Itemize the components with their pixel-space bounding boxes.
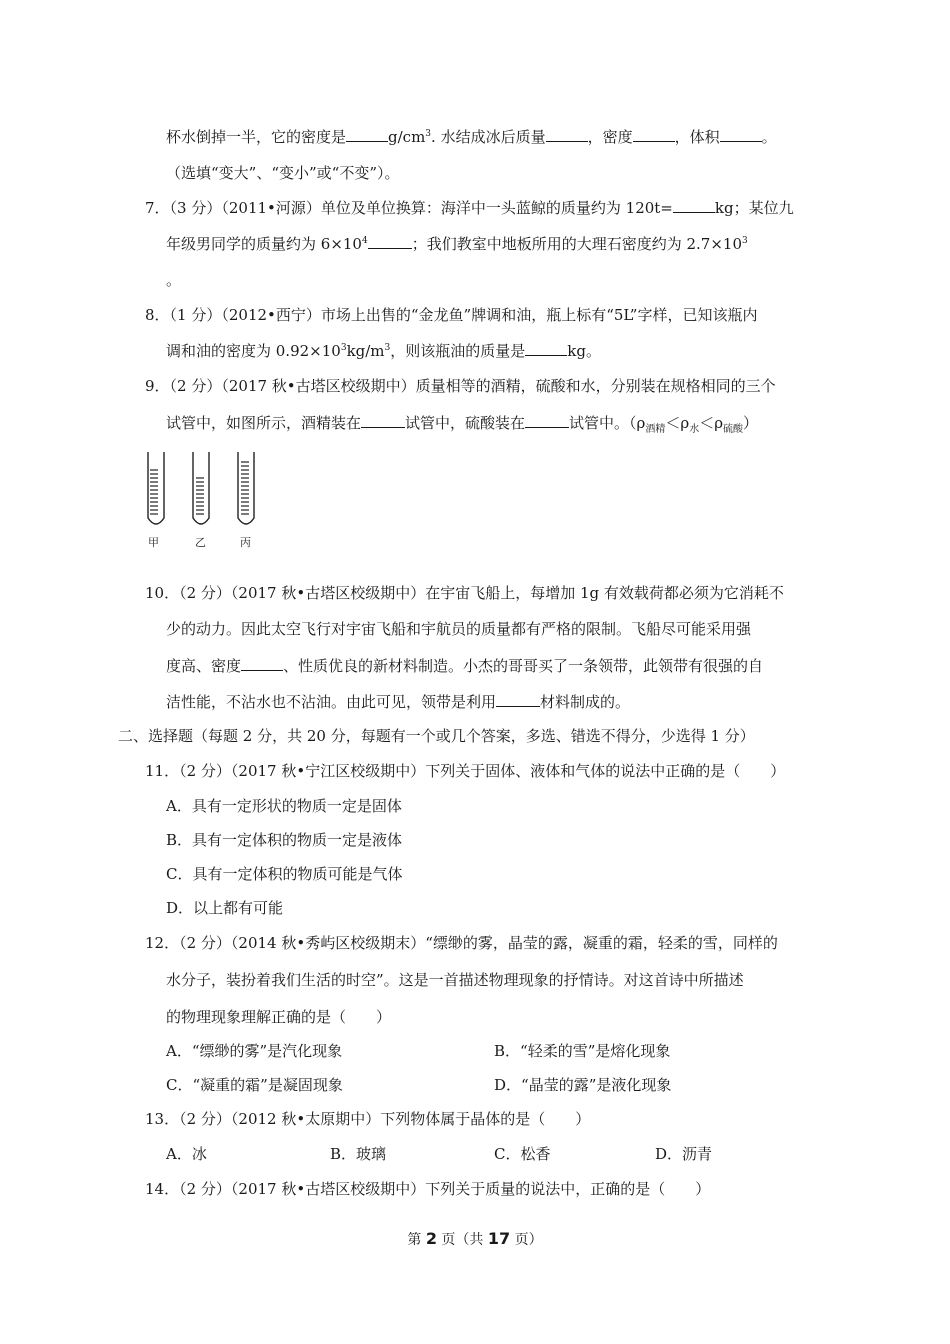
q8-exp-1: 3 <box>340 343 347 353</box>
q7-stem: 7．（3 分）（2011•河源）单位及单位换算：海洋中一头蓝鲸的质量约为 120t= <box>145 199 673 217</box>
q8-line1: 8．（1 分）（2012•西宁）市场上出售的“金龙鱼”牌调和油，瓶上标有“5L”字样，已知该瓶内 <box>145 306 758 324</box>
q12-option-d[interactable]: D．“晶莹的露”是液化现象 <box>494 1076 672 1094</box>
q9-lt-1: ＜ρ <box>665 414 690 432</box>
q10-text-a: 度高、密度 <box>166 657 242 675</box>
q10-line2: 少的动力。因此太空飞行对宇宙飞船和宇航员的质量都有严格的限制。飞船尽可能采用强 <box>166 620 752 638</box>
q13-stem: 13．（2 分）（2012 秋•太原期中）下列物体属于晶体的是（ ） <box>145 1110 591 1128</box>
q10-line3 <box>166 655 763 676</box>
q11-option-a[interactable]: A．具有一定形状的物质一定是固体 <box>166 797 402 815</box>
q9-text-b: 试管中，硫酸装在 <box>405 414 526 432</box>
q8-text-b: kg/m <box>346 342 385 360</box>
footer-prefix: 第 <box>407 1232 426 1248</box>
q8-text-a: 调和油的密度为 0.92×10 <box>166 342 341 360</box>
q12-option-a[interactable]: A．“缥缈的雾”是汽化现象 <box>166 1042 343 1060</box>
q7-line3: 。 <box>166 271 182 289</box>
footer-suffix: 页） <box>510 1232 543 1248</box>
test-tube-jia <box>148 452 164 524</box>
footer-middle: 页（共 <box>436 1232 488 1248</box>
q13-option-b[interactable]: B．玻璃 <box>330 1145 387 1163</box>
section-heading-choice: 二、选择题（每题 2 分，共 20 分，每题有一个或几个答案，多选、错选不得分，少选得 1 分） <box>118 727 755 745</box>
q6-text-a: 杯水倒掉一半，它的密度是 <box>166 128 347 146</box>
q12-option-b[interactable]: B．“轻柔的雪”是熔化现象 <box>494 1042 671 1060</box>
q9-blank-alcohol[interactable] <box>361 412 405 428</box>
footer-total-pages: 17 <box>487 1229 511 1248</box>
q9-lt-2: ＜ρ <box>699 414 724 432</box>
q10-text-d: 材料制成的。 <box>540 693 631 711</box>
q7-text-a: 年级男同学的质量约为 6×10 <box>166 235 362 253</box>
test-tube-bing <box>238 452 254 524</box>
q10-line4 <box>166 691 630 712</box>
q7-line2 <box>166 233 748 254</box>
q7-text-after1: kg；某位九 <box>714 199 794 217</box>
q10-blank-1[interactable] <box>241 655 283 671</box>
q7-blank-1[interactable] <box>673 197 715 213</box>
q13-option-a[interactable]: A．冰 <box>166 1145 207 1163</box>
q10-blank-2[interactable] <box>496 691 540 707</box>
q11-option-b[interactable]: B．具有一定体积的物质一定是液体 <box>166 831 403 849</box>
q11-stem: 11．（2 分）（2017 秋•宁江区校级期中）下列关于固体、液体和气体的说法中正确的是（ ） <box>145 762 786 780</box>
q7-line1 <box>145 197 794 218</box>
test-tubes-figure <box>140 450 270 550</box>
q12-line3: 的物理现象理解正确的是（ ） <box>166 1008 392 1026</box>
q12-option-c[interactable]: C．“凝重的霜”是凝固现象 <box>166 1076 343 1094</box>
q6-line1 <box>166 126 777 147</box>
q14-stem: 14．（2 分）（2017 秋•古塔区校级期中）下列关于质量的说法中，正确的是（ ） <box>145 1180 711 1198</box>
q7-text-b: ；我们教室中地板所用的大理石密度约为 2.7×10 <box>411 235 742 253</box>
q6-blank-density2[interactable] <box>633 126 675 142</box>
q6-unit: g/cm <box>388 128 426 146</box>
page-footer <box>0 1229 950 1249</box>
q10-text-b: 、性质优良的新材料制造。小杰的哥哥买了一条领带，此领带有很强的自 <box>283 657 764 675</box>
q9-close: ） <box>743 414 759 432</box>
tube-label-yi: 乙 <box>195 536 206 549</box>
q6-blank-volume[interactable] <box>720 126 762 142</box>
q8-exp-2: 3 <box>384 343 391 353</box>
q9-sub-alcohol: 酒精 <box>645 424 666 435</box>
q6-unit-exp: 3 <box>425 129 432 139</box>
q12-line2: 水分子，装扮着我们生活的时空”。这是一首描述物理现象的抒情诗。对这首诗中所描述 <box>166 971 744 989</box>
q6-blank-mass[interactable] <box>546 126 588 142</box>
q11-option-d[interactable]: D．以上都有可能 <box>166 899 284 917</box>
q8-line2 <box>166 340 601 361</box>
q9-sub-acid: 硫酸 <box>723 424 744 435</box>
q7-exp-2: 3 <box>741 236 748 246</box>
q13-option-d[interactable]: D．沥青 <box>655 1145 713 1163</box>
footer-page-number: 2 <box>425 1229 437 1248</box>
q6-text-d: ，体积 <box>674 128 720 146</box>
q6-text-e: 。 <box>761 128 777 146</box>
q9-text-c: 试管中。（ρ <box>569 414 646 432</box>
q6-line2: （选填“变大”、“变小”或“不变”）。 <box>166 164 400 182</box>
q6-blank-density[interactable] <box>346 126 388 142</box>
q13-option-c[interactable]: C．松香 <box>494 1145 551 1163</box>
q8-blank[interactable] <box>525 340 567 356</box>
q9-sub-water: 水 <box>689 424 700 435</box>
q12-line1: 12．（2 分）（2014 秋•秀屿区校级期末）“缥缈的雾，晶莹的露，凝重的霜，轻柔的雪，同样的 <box>145 934 778 952</box>
q11-option-c[interactable]: C．具有一定体积的物质可能是气体 <box>166 865 403 883</box>
q10-text-c: 洁性能，不沾水也不沾油。由此可见，领带是利用 <box>166 693 497 711</box>
q6-text-c: ，密度 <box>587 128 633 146</box>
tube-label-jia: 甲 <box>148 536 159 549</box>
q10-line1: 10．（2 分）（2017 秋•古塔区校级期中）在宇宙飞船上，每增加 1g 有效载荷都必须为它消耗不 <box>145 584 784 602</box>
test-tube-yi <box>193 452 209 524</box>
q7-blank-2[interactable] <box>368 233 412 249</box>
q9-line1: 9．（2 分）（2017 秋•古塔区校级期中）质量相等的酒精，硫酸和水，分别装在规格相同的三个 <box>145 377 776 395</box>
q9-line2 <box>166 412 758 433</box>
tube-label-bing: 丙 <box>240 536 251 549</box>
q6-text-b: . 水结成冰后质量 <box>431 128 546 146</box>
q8-text-c: ，则该瓶油的质量是 <box>390 342 526 360</box>
q7-exp-1: 4 <box>361 236 368 246</box>
q8-text-d: kg。 <box>567 342 601 360</box>
q9-blank-acid[interactable] <box>525 412 569 428</box>
q9-text-a: 试管中，如图所示，酒精装在 <box>166 414 362 432</box>
